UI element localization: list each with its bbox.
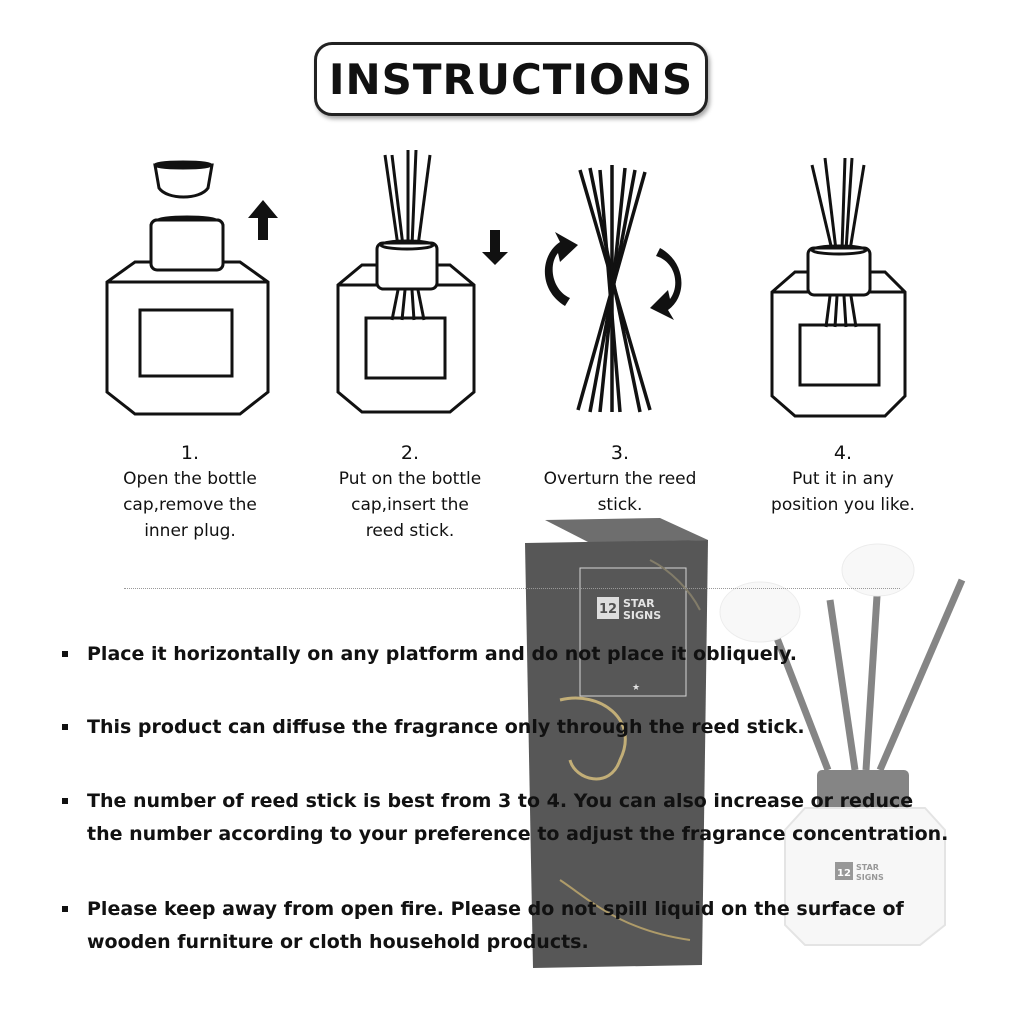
note-bullet-2	[62, 711, 805, 744]
instructions-title-box	[314, 42, 708, 116]
note-bullet-1	[62, 638, 797, 671]
step-1-number: 1.	[180, 442, 200, 464]
note-text-3: The number of reed stick is best from 3 to 4. You can also increase or reduce the number according to your preference to adjust the fragrance concentration.	[87, 790, 949, 845]
dotted-divider	[124, 588, 900, 589]
step-3-number: 3.	[610, 442, 630, 464]
step-1-text: Open the bottle cap,remove the inner plug.	[123, 469, 257, 541]
step-3	[510, 440, 730, 518]
step-4-illustration	[772, 158, 905, 416]
box-brand-line2: SIGNS	[623, 609, 662, 622]
box-brand-line1: STAR	[623, 597, 655, 610]
step-4	[733, 440, 953, 518]
step-4-number: 4.	[833, 442, 853, 464]
step-2-text: Put on the bottle cap,insert the reed stick.	[338, 469, 482, 541]
note-bullet-4	[62, 893, 904, 959]
step-2	[300, 440, 520, 544]
bullet-marker	[62, 906, 68, 912]
svg-text:SIGNS: SIGNS	[856, 873, 884, 882]
note-bullet-3	[62, 785, 948, 851]
step-2-illustration	[338, 150, 474, 412]
box-brand-number: 12	[598, 602, 618, 617]
bullet-marker	[62, 798, 68, 804]
step-3-illustration	[578, 165, 650, 412]
bullet-marker	[62, 724, 68, 730]
down-arrow-icon	[482, 230, 508, 265]
svg-text:12: 12	[837, 868, 851, 879]
bullet-marker	[62, 651, 68, 657]
step-illustrations	[0, 145, 1024, 425]
up-arrow-icon	[248, 200, 278, 240]
note-text-1: Place it horizontally on any platform and do not place it obliquely.	[87, 643, 798, 665]
step-2-number: 2.	[400, 442, 420, 464]
step-1-illustration	[107, 162, 268, 414]
product-diffuser	[720, 544, 962, 945]
rotate-right-arrow-icon	[650, 248, 681, 320]
step-3-text: Overturn the reed stick.	[543, 469, 697, 515]
step-4-text: Put it in any position you like.	[771, 469, 915, 515]
svg-text:★: ★	[631, 683, 641, 693]
rotate-left-arrow-icon	[545, 232, 578, 306]
step-1	[80, 440, 300, 544]
page-title: INSTRUCTIONS	[328, 54, 694, 104]
note-text-4: Please keep away from open fire. Please do not spill liquid on the surface of wooden furniture or cloth household products.	[87, 898, 904, 953]
svg-text:STAR: STAR	[856, 863, 879, 872]
note-text-2: This product can diffuse the fragrance only through the reed stick.	[87, 716, 805, 738]
